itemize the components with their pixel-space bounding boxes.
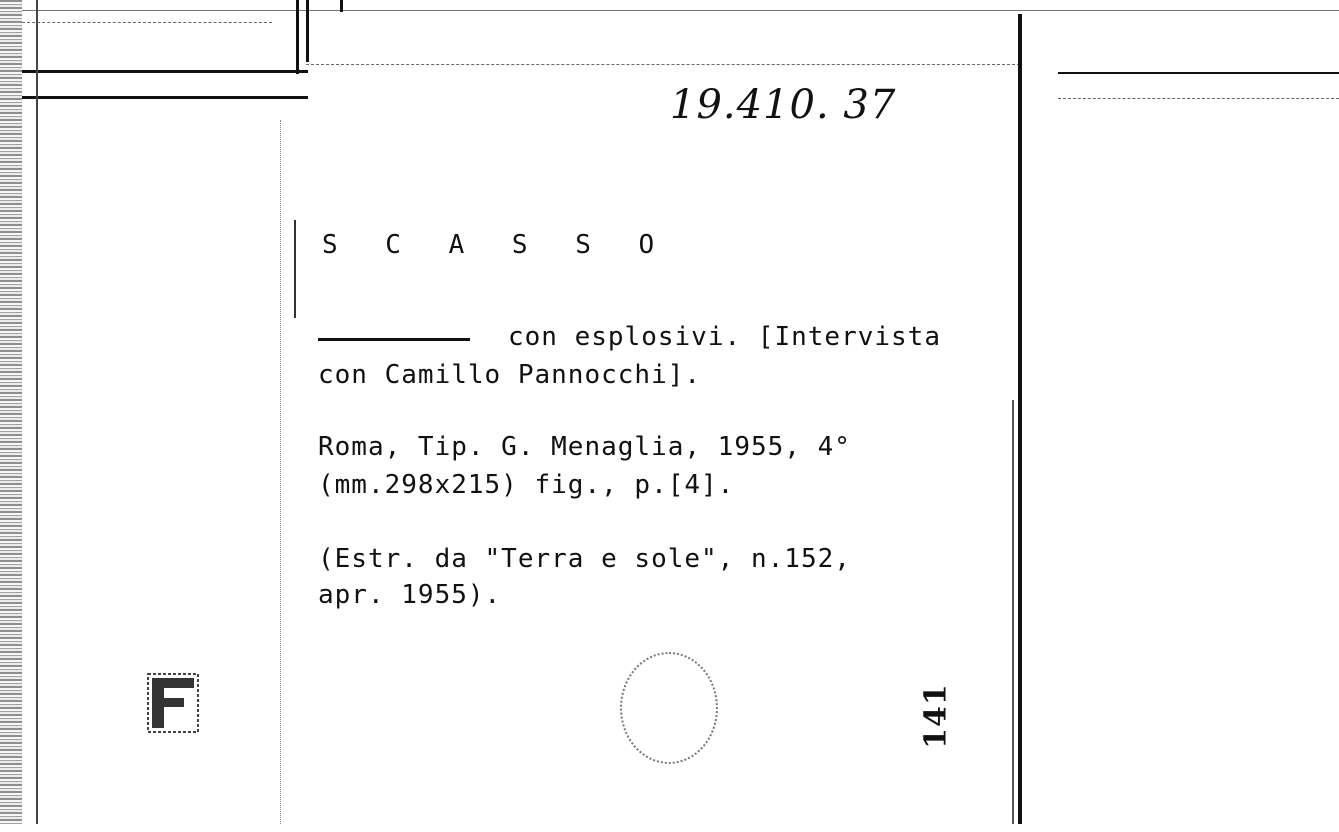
lower-rail-line	[22, 96, 308, 99]
rail-post-far	[340, 0, 343, 12]
punch-hole	[620, 652, 718, 764]
title-line-2: con Camillo Pannocchi].	[318, 360, 702, 390]
right-card-top-dotted	[1058, 98, 1339, 99]
card-heading: S C A S S O	[322, 230, 671, 260]
rail-post-left	[296, 0, 299, 74]
author-dash	[318, 338, 470, 341]
card-left-edge	[280, 120, 281, 824]
imprint-line-2: (mm.298x215) fig., p.[4].	[318, 470, 735, 500]
side-number: 141	[918, 683, 954, 749]
note-line-1: (Estr. da "Terra e sole", n.152,	[318, 544, 851, 574]
upper-dotted-line	[22, 22, 272, 23]
top-frame-line	[22, 10, 1339, 11]
upper-rail-line	[22, 70, 308, 73]
left-frame-line	[36, 0, 38, 824]
scanned-edge-texture	[0, 0, 22, 824]
right-card-top-line	[1058, 72, 1339, 74]
stamp-f-icon	[146, 672, 200, 734]
title-line-1: con esplosivi. [Intervista	[508, 322, 941, 352]
inventory-number: 19.410. 37	[670, 82, 897, 128]
heading-margin-mark	[294, 220, 296, 318]
imprint-line-1: Roma, Tip. G. Menaglia, 1955, 4°	[318, 432, 851, 462]
note-line-2: apr. 1955).	[318, 580, 502, 610]
rail-post-right	[306, 0, 309, 62]
